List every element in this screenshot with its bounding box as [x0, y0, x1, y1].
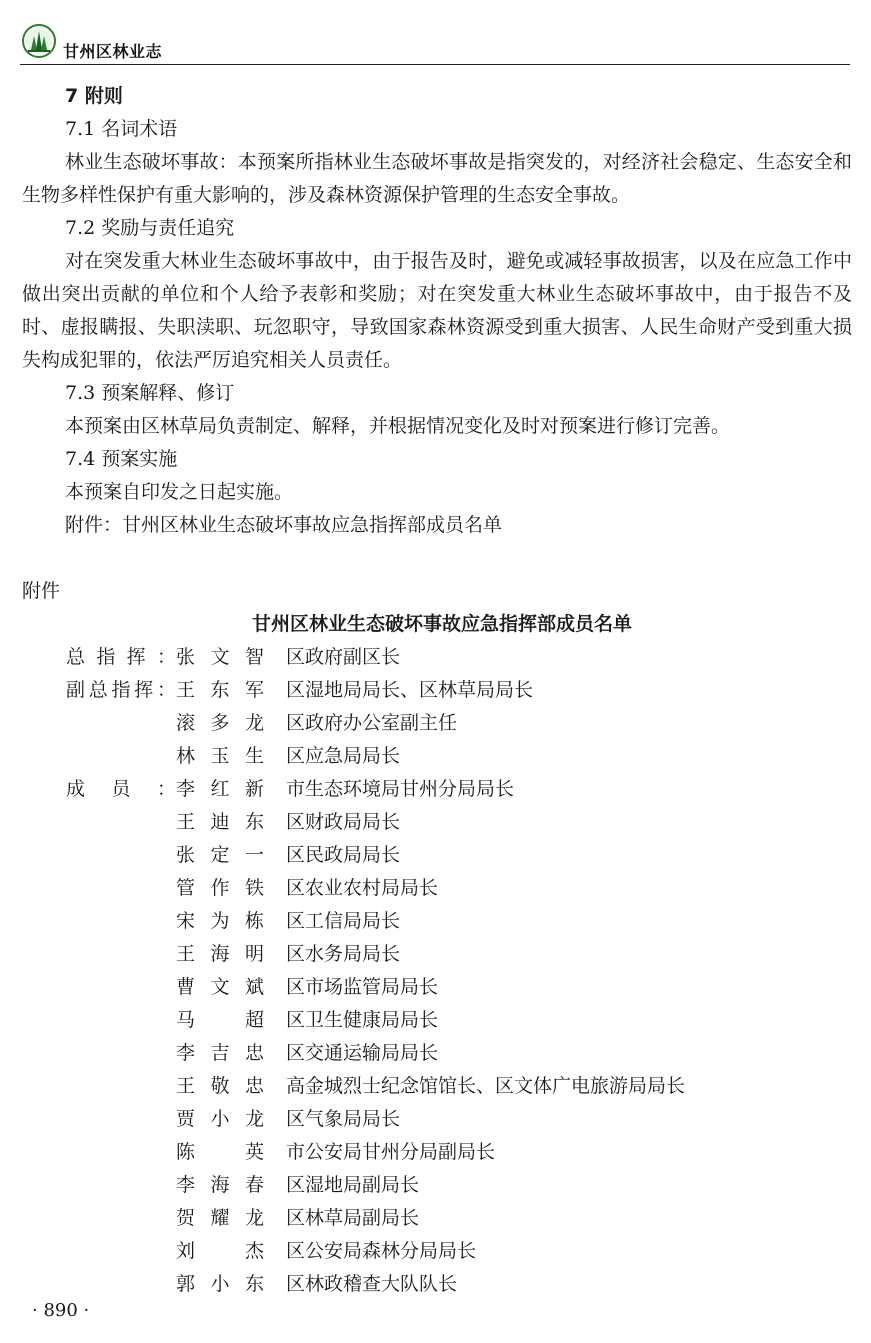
roster-row [22, 1070, 852, 1103]
roster-role [66, 1103, 176, 1136]
roster-role [66, 707, 176, 740]
roster-role [66, 740, 176, 773]
roster-role [66, 1169, 176, 1202]
roster-role [66, 1268, 176, 1301]
roster-post: 区应急局局长 [286, 745, 401, 767]
forest-tree-logo-icon [22, 24, 56, 58]
roster-row [22, 971, 852, 1004]
paragraph-7-3: 本预案由区林草局负责制定、解释，并根据情况变化及时对预案进行修订完善。 [65, 415, 731, 437]
roster-role: 成员： [66, 778, 176, 800]
roster-row [22, 1037, 852, 1070]
roster-list [22, 641, 852, 1301]
roster-post: 区公安局森林分局局长 [286, 1240, 477, 1262]
section-heading-7-3: 7.3 预案解释、修订 [65, 382, 235, 404]
roster-name: 管作铁 [176, 877, 264, 899]
roster-row [22, 938, 852, 971]
roster-role [66, 938, 176, 971]
roster-post: 区财政局局长 [286, 811, 401, 833]
roster-name: 刘杰 [176, 1240, 264, 1262]
paragraph-7-4: 本预案自印发之日起实施。 [65, 481, 294, 503]
roster-row [22, 1202, 852, 1235]
roster-post: 市生态环境局甘州分局局长 [286, 778, 515, 800]
roster-name: 滚多龙 [176, 712, 264, 734]
roster-role [66, 806, 176, 839]
roster-post: 区湿地局副局长 [286, 1174, 420, 1196]
page-number: · 890 · [32, 1300, 90, 1321]
page-header [20, 22, 850, 65]
roster-role [66, 1202, 176, 1235]
roster-post: 区工信局局长 [286, 910, 401, 932]
roster-role [66, 905, 176, 938]
roster-name: 贾小龙 [176, 1108, 264, 1130]
roster-post: 区气象局局长 [286, 1108, 401, 1130]
roster-name: 王迪东 [176, 811, 264, 833]
paragraph-7-1: 林业生态破坏事故：本预案所指林业生态破坏事故是指突发的，对经济社会稳定、生态安全和生物多样性保护有重大影响的，涉及森林资源保护管理的生态安全事故。 [22, 151, 852, 206]
roster-name: 郭小东 [176, 1273, 264, 1295]
roster-role [66, 1004, 176, 1037]
roster-role [66, 839, 176, 872]
roster-post: 区湿地局局长、区林草局局长 [286, 679, 534, 701]
roster-name: 李红新 [176, 778, 264, 800]
attachment-label: 附件 [22, 580, 61, 602]
roster-row [22, 1235, 852, 1268]
roster-post: 区民政局局长 [286, 844, 401, 866]
roster-post: 市公安局甘州分局副局长 [286, 1141, 496, 1163]
roster-role [66, 872, 176, 905]
roster-row [22, 773, 852, 806]
roster-name: 马超 [176, 1009, 264, 1031]
roster-row [22, 1103, 852, 1136]
roster-row [22, 1136, 852, 1169]
roster-row [22, 1268, 852, 1301]
spacer [22, 542, 852, 575]
roster-role [66, 1136, 176, 1169]
roster-row [22, 905, 852, 938]
roster-post: 区林政稽查大队队长 [286, 1273, 458, 1295]
roster-role [66, 1070, 176, 1103]
roster-post: 区政府办公室副主任 [286, 712, 458, 734]
roster-post: 区市场监管局局长 [286, 976, 439, 998]
roster-row [22, 1004, 852, 1037]
roster-role [66, 971, 176, 1004]
roster-role [66, 1037, 176, 1070]
roster-role: 副总指挥： [66, 679, 176, 701]
roster-post: 区交通运输局局长 [286, 1042, 439, 1064]
roster-post: 区政府副区长 [286, 646, 401, 668]
roster-name: 曹文斌 [176, 976, 264, 998]
roster-name: 李海春 [176, 1174, 264, 1196]
roster-post: 高金城烈士纪念馆馆长、区文体广电旅游局局长 [286, 1075, 686, 1097]
roster-post: 区林草局副局长 [286, 1207, 420, 1229]
roster-name: 李吉忠 [176, 1042, 264, 1064]
header-title: 甘州区林业志 [63, 42, 163, 61]
roster-row [22, 839, 852, 872]
roster-row [22, 707, 852, 740]
section-heading-7-2: 7.2 奖励与责任追究 [65, 217, 235, 239]
section-heading-7-4: 7.4 预案实施 [65, 448, 178, 470]
roster-row [22, 674, 852, 707]
attachment-title: 甘州区林业生态破坏事故应急指挥部成员名单 [251, 613, 632, 635]
roster-name: 陈英 [176, 1141, 264, 1163]
roster-name: 张文智 [176, 646, 264, 668]
roster-post: 区农业农村局局长 [286, 877, 439, 899]
roster-row [22, 806, 852, 839]
roster-name: 张定一 [176, 844, 264, 866]
roster-row [22, 1169, 852, 1202]
roster-post: 区卫生健康局局长 [286, 1009, 439, 1031]
paragraph-7-2: 对在突发重大林业生态破坏事故中，由于报告及时，避免或减轻事故损害，以及在应急工作中做出突出贡献的单位和个人给予表彰和奖励；对在突发重大林业生态破坏事故中，由于报告不及时、虚报瞒报、失职渎职、玩忽职守，导致国家森林资源受到重大损害、人民生命财产受到重大损失构成犯罪的，依法严厉追究相关人员责任。 [22, 250, 852, 371]
roster-name: 林玉生 [176, 745, 264, 767]
roster-name: 贺耀龙 [176, 1207, 264, 1229]
section-heading-7: 7 附则 [65, 85, 123, 107]
roster-name: 王东军 [176, 679, 264, 701]
roster-post: 区水务局局长 [286, 943, 401, 965]
roster-role: 总指挥： [66, 646, 176, 668]
roster-name: 宋为栋 [176, 910, 264, 932]
roster-row [22, 641, 852, 674]
document-body [22, 80, 852, 1301]
attachment-note: 附件：甘州区林业生态破坏事故应急指挥部成员名单 [65, 514, 503, 536]
roster-role [66, 1235, 176, 1268]
roster-name: 王海明 [176, 943, 264, 965]
roster-row [22, 872, 852, 905]
section-heading-7-1: 7.1 名词术语 [65, 118, 178, 140]
roster-row [22, 740, 852, 773]
roster-name: 王敬忠 [176, 1075, 264, 1097]
